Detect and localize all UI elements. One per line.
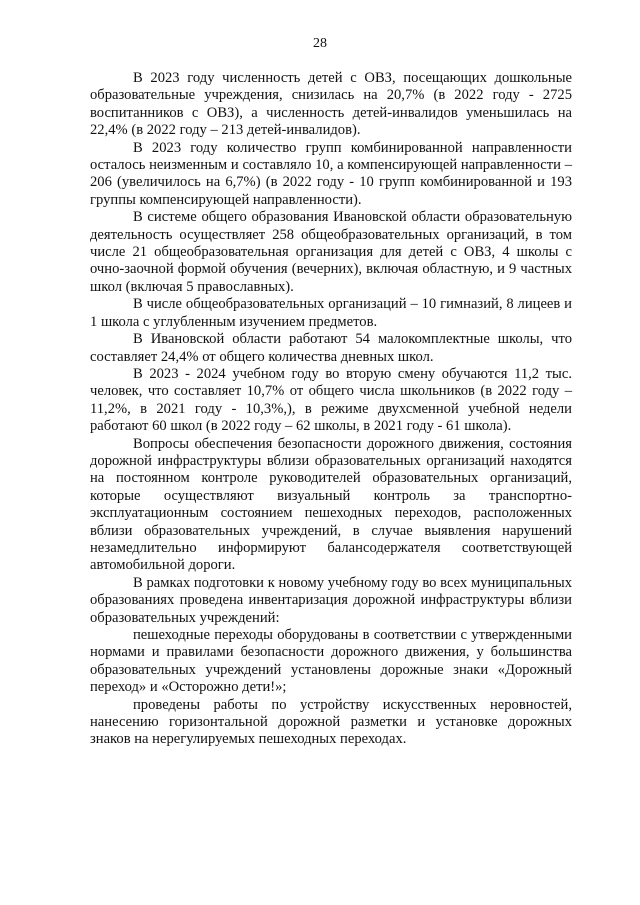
page-content [90,70,572,749]
paragraph-crossings: пешеходные переходы оборудованы в соответствии с утвержденными нормами и правилами безопасности дорожного движения, у большинства образовательных учреждений установлены дорожные знаки «Дорожный переход» и «Осторожно дети!»; [90,627,572,696]
page-number: 28 [313,36,327,51]
paragraph-ovz-preschool: В 2023 году численность детей с ОВЗ, посещающих дошкольные образовательные учреждения, снизилась на 20,7% (в 2022 году - 2725 воспитанников с ОВЗ), а численность детей-инвалидов уменьшилась на 22,4% (в 2022 году – 213 детей-инвалидов). [90,70,572,139]
paragraph-second-shift: В 2023 - 2024 учебном году во вторую смену обучаются 11,2 тыс. человек, что составляет 10,7% от общего числа школьников (в 2022 году – 11,2%, в 2021 году - 10,3%,), в режиме двухсменной учебной недели работают 60 школ (в 2022 году – 62 школы, в 2021 году - 61 школа). [90,365,572,435]
paragraph-inventory: В рамках подготовки к новому учебному году во всех муниципальных образованиях проведена инвентаризация дорожной инфраструктуры вблизи образовательных учреждений: [90,574,572,626]
paragraph-groups: В 2023 году количество групп комбинированной направленности осталось неизменным и составляло 10, а компенсирующей направленности – 206 (увеличилось на 6,7%) (в 2022 году - 10 групп комбинированной и 193 группы компенсирующей направленности). [90,139,572,208]
paragraph-general-education-system: В системе общего образования Ивановской области образовательную деятельность осуществляет 258 общеобразовательных организаций, в том числе 21 общеобразовательная организация для детей с ОВЗ, 4 школы с очно-заочной формой обучения (вечерних), включая областную, и 9 частных школ (включая 5 православных). [90,209,572,295]
paragraph-speed-bumps: проведены работы по устройству искусственных неровностей, нанесению горизонтальной дорожной разметки и установке дорожных знаков на нерегулируемых пешеходных переходах. [90,696,572,748]
paragraph-gymnasiums-lyceums: В числе общеобразовательных организаций – 10 гимназий, 8 лицеев и 1 школа с углубленным изучением предметов. [90,296,572,330]
paragraph-road-safety: Вопросы обеспечения безопасности дорожного движения, состояния дорожной инфраструктуры вблизи образовательных организаций находятся на постоянном контроле руководителей образовательных организаций, которые осуществляют визуальный контроль за транспортно-эксплуатационным состоянием пешеходных переходов, расположенных вблизи образовательных учреждений, в случае выявления нарушений незамедлительно информируют балансодержателя соответствующей автомобильной дороги. [90,435,572,574]
paragraph-small-schools: В Ивановской области работают 54 малокомплектные школы, что составляет 24,4% от общего количества дневных школ. [90,331,572,365]
